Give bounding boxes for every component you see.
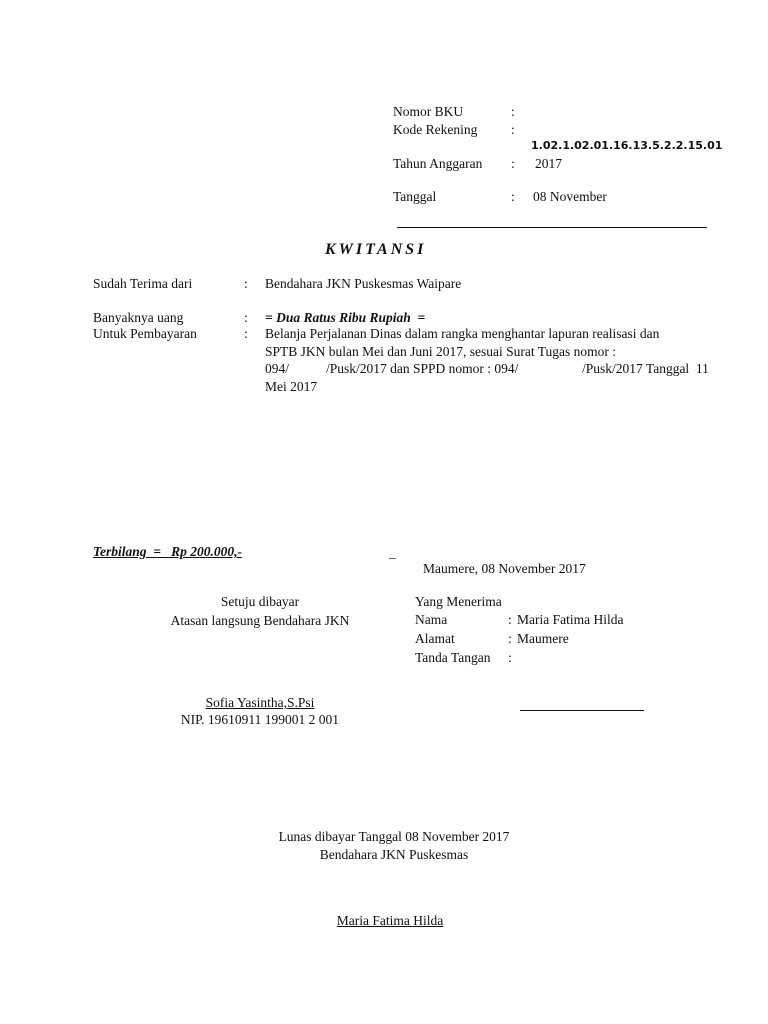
- untuk-pembayaran-label: Untuk Pembayaran: [93, 326, 197, 341]
- kode-rekening-value: 1.02.1.02.01.16.13.5.2.2.15.01: [531, 139, 723, 152]
- header-divider: [397, 227, 707, 228]
- kode-rekening-label: Kode Rekening: [393, 122, 478, 137]
- approver-nip: NIP. 19610911 199001 2 001: [180, 712, 340, 727]
- approver-line-2: Atasan langsung Bendahara JKN: [170, 613, 350, 629]
- receiver-ttd-colon: :: [508, 650, 512, 665]
- purpose-line-1: Belanja Perjalanan Dinas dalam rangka menghantar lapuran realisasi dan: [265, 326, 660, 341]
- sudah-terima-colon: :: [244, 276, 248, 291]
- receiver-nama-value: Maria Fatima Hilda: [517, 612, 624, 627]
- nomor-bku-colon: :: [511, 104, 515, 119]
- footer-treasurer-line: Bendahara JKN Puskesmas: [319, 847, 469, 862]
- untuk-pembayaran-colon: :: [244, 326, 248, 341]
- kode-rekening-colon: :: [511, 122, 515, 137]
- receiver-alamat-colon: :: [508, 631, 512, 646]
- purpose-line-4: Mei 2017: [265, 378, 318, 394]
- banyaknya-uang-label: Banyaknya uang: [93, 310, 184, 325]
- tahun-anggaran-value: 2017: [535, 156, 562, 171]
- purpose-line-2: SPTB JKN bulan Mei dan Juni 2017, sesuai Surat Tugas nomor :: [265, 343, 617, 359]
- approver-line-1: Setuju dibayar: [220, 594, 300, 609]
- banyaknya-uang-colon: :: [244, 310, 248, 325]
- receiver-ttd-label: Tanda Tangan: [415, 650, 491, 665]
- terbilang-amount: Terbilang = Rp 200.000,-: [93, 544, 242, 559]
- purpose-line-3c: /Pusk/2017 Tanggal 11: [582, 361, 709, 376]
- tanggal-value: 08 November: [533, 189, 607, 204]
- approver-block: [150, 594, 370, 629]
- approver-name: Sofia Yasintha,S.Psi: [205, 695, 315, 710]
- place-date: Maumere, 08 November 2017: [423, 561, 586, 576]
- tanggal-colon: :: [511, 189, 515, 204]
- receiver-signature-line: [520, 710, 644, 711]
- receiver-alamat-value: Maumere: [517, 631, 569, 646]
- receiver-nama-colon: :: [508, 612, 512, 627]
- receiver-nama-label: Nama: [415, 612, 448, 627]
- terbilang-underscore: _: [389, 545, 396, 560]
- receiver-heading: Yang Menerima: [415, 594, 502, 609]
- tahun-anggaran-colon: :: [511, 156, 515, 171]
- tanggal-label: Tanggal: [393, 189, 437, 204]
- receiver-alamat-label: Alamat: [415, 631, 455, 646]
- document-title: KWITANSI: [325, 241, 427, 258]
- footer-treasurer-name: Maria Fatima Hilda: [336, 913, 444, 928]
- footer-paid-line: Lunas dibayar Tanggal 08 November 2017: [278, 829, 510, 844]
- purpose-line-3: [265, 360, 731, 378]
- purpose-line-3b: /Pusk/2017 dan SPPD nomor : 094/: [326, 361, 519, 376]
- sudah-terima-label: Sudah Terima dari: [93, 276, 193, 291]
- banyaknya-uang-value: = Dua Ratus Ribu Rupiah =: [265, 310, 426, 325]
- tahun-anggaran-label: Tahun Anggaran: [393, 156, 483, 171]
- untuk-pembayaran-value: [265, 325, 731, 395]
- sudah-terima-value: Bendahara JKN Puskesmas Waipare: [265, 276, 462, 291]
- nomor-bku-label: Nomor BKU: [393, 104, 464, 119]
- purpose-line-3a: 094/: [265, 361, 290, 376]
